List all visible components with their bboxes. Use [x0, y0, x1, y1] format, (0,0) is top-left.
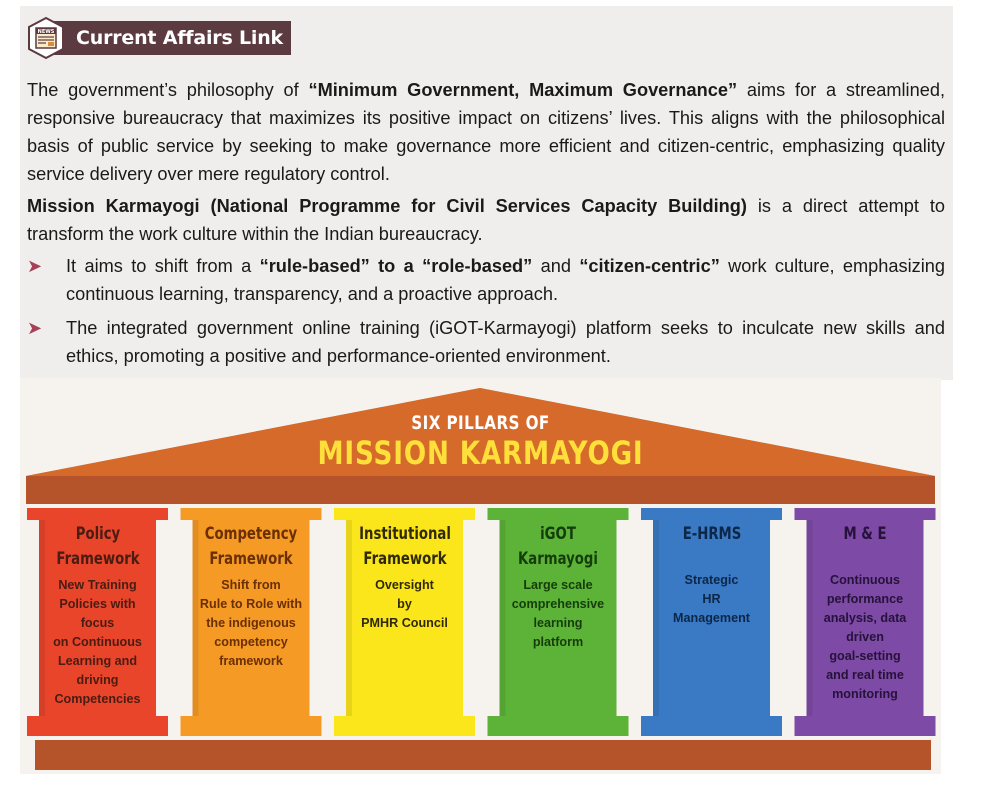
- bullet1-highlight: “rule-based” to a “role-based”: [259, 256, 533, 276]
- pillar-base: [181, 716, 322, 736]
- pillar-description: [340, 576, 470, 633]
- pillar-description-line: driving: [76, 673, 119, 687]
- pillar-description-line: the indigenous: [206, 616, 296, 630]
- pillar-description-line: Strategic: [684, 573, 739, 587]
- pillar-description-line: New Training: [58, 578, 137, 592]
- pillar-description-line: Competencies: [54, 692, 141, 706]
- badge-title: Current Affairs Link: [54, 21, 291, 55]
- pillar-description-line: Policies with: [59, 597, 136, 611]
- pillar-card: [647, 522, 777, 628]
- bullet2-text: The integrated government online training (iGOT-Karmayogi) platform seeks to inculcate new skills and ethics, promoting a positive and performance-oriented environment.: [66, 318, 945, 366]
- pillar-description-line: goal-setting: [829, 649, 901, 663]
- pillar-title: M & E: [843, 524, 887, 544]
- pillar-description-line: monitoring: [832, 687, 898, 701]
- pillar-capital: [488, 508, 629, 520]
- pillar-description-line: Continuous: [830, 573, 900, 587]
- pillar-base: [795, 716, 936, 736]
- pillar-capital: [641, 508, 782, 520]
- para2-highlight: Mission Karmayogi (National Programme for Civil Services Capacity Building): [27, 196, 747, 216]
- roof-beam: [26, 476, 935, 504]
- pillar-description-line: and real time: [826, 668, 904, 682]
- pillar-description: [493, 576, 623, 652]
- pillar-description-line: HR: [702, 592, 721, 606]
- pillar-description-line: focus: [80, 616, 115, 630]
- pillar-description-line: framework: [219, 654, 283, 668]
- pillar-description-line: by: [397, 597, 412, 611]
- bullet-list: [27, 252, 945, 370]
- paragraph-mission: [27, 192, 945, 248]
- pillar-description-line: Learning and: [57, 654, 138, 668]
- para1-text: The government’s philosophy of: [27, 80, 309, 100]
- list-item: [27, 314, 945, 370]
- pillar-description-line: Shift from: [221, 578, 281, 592]
- roof-subtitle: SIX PILLARS OF: [411, 412, 550, 434]
- six-pillars-diagram: [20, 378, 941, 774]
- pillar-title: Policy: [75, 524, 120, 544]
- current-affairs-panel: [20, 6, 953, 380]
- pillar-description-line: Large scale: [523, 578, 593, 592]
- pillar-card: [800, 522, 930, 704]
- pillar-title: Framework: [55, 549, 140, 569]
- pillar-description-line: Rule to Role with: [199, 597, 303, 611]
- pillar-title: Framework: [209, 549, 293, 569]
- bullet1-text: It aims to shift from a: [66, 256, 260, 276]
- para1-text-rest: aims for a streamlined, responsive bureaucracy that maximizes its positive impact on citizens’ lives. This aligns with the philosophical basis of public service by seeking to make governance more efficient and citizen-centric, emphasizing quality service delivery over mere regulatory control.: [27, 80, 945, 184]
- pillar-description-line: platform: [532, 635, 584, 649]
- pillar-capital: [181, 508, 322, 520]
- pillar-description-line: PMHR Council: [361, 616, 448, 630]
- current-affairs-badge: [24, 16, 291, 60]
- base-platform: [35, 740, 931, 770]
- newspaper-icon: [24, 16, 68, 60]
- pillar-card: [33, 522, 163, 709]
- pillar-base: [27, 716, 168, 736]
- pillar-title: Institutional: [358, 524, 451, 544]
- pillar-description-line: learning: [533, 616, 583, 630]
- pillar-card: [493, 522, 623, 652]
- article-body: [27, 76, 945, 376]
- pillar-title: Karmayogi: [518, 549, 598, 569]
- chevron-right-icon: ➤: [27, 318, 43, 338]
- para1-highlight: “Minimum Government, Maximum Governance”: [308, 80, 738, 100]
- pillar-description-line: performance: [826, 592, 904, 606]
- pillar-capital: [795, 508, 936, 520]
- pillar-description: [800, 571, 930, 704]
- pillar-title: Framework: [362, 549, 447, 569]
- pillar-description-line: competency: [214, 635, 288, 649]
- svg-text:NEWS: NEWS: [37, 29, 55, 35]
- pillar-description-line: analysis, data: [823, 611, 907, 625]
- list-item: [27, 252, 945, 308]
- pillar-description: [33, 576, 163, 709]
- pillar-capital: [334, 508, 475, 520]
- pillar-title: E-HRMS: [682, 524, 741, 544]
- pillar-description-line: comprehensive: [511, 597, 605, 611]
- pillar-title: Competency: [204, 524, 298, 544]
- pillar-description-line: Management: [673, 611, 750, 625]
- roof-title: MISSION KARMAYOGI: [317, 434, 644, 472]
- bullet1-text-and: and: [532, 256, 580, 276]
- pillar-description-line: on Continuous: [53, 635, 142, 649]
- pillar-description-line: Oversight: [375, 578, 434, 592]
- pillar-capital: [27, 508, 168, 520]
- pillar-card: [340, 522, 470, 633]
- pillar-base: [334, 716, 475, 736]
- pillar-base: [641, 716, 782, 736]
- pillar-card: [186, 522, 316, 671]
- pillar-title: iGOT: [540, 524, 576, 544]
- pillar-description: [186, 576, 316, 671]
- pillar-description: [647, 571, 777, 628]
- bullet1-highlight-2: “citizen-centric”: [579, 256, 720, 276]
- pillar-base: [488, 716, 629, 736]
- chevron-right-icon: ➤: [27, 256, 43, 276]
- paragraph-philosophy: [27, 76, 945, 188]
- bullet1-text-rest: work culture, emphasizing continuous learning, transparency, and a proactive approach.: [66, 256, 945, 304]
- para2-text: is a direct attempt to transform the work culture within the Indian bureaucracy.: [27, 196, 946, 244]
- pillar-description-line: driven: [846, 630, 884, 644]
